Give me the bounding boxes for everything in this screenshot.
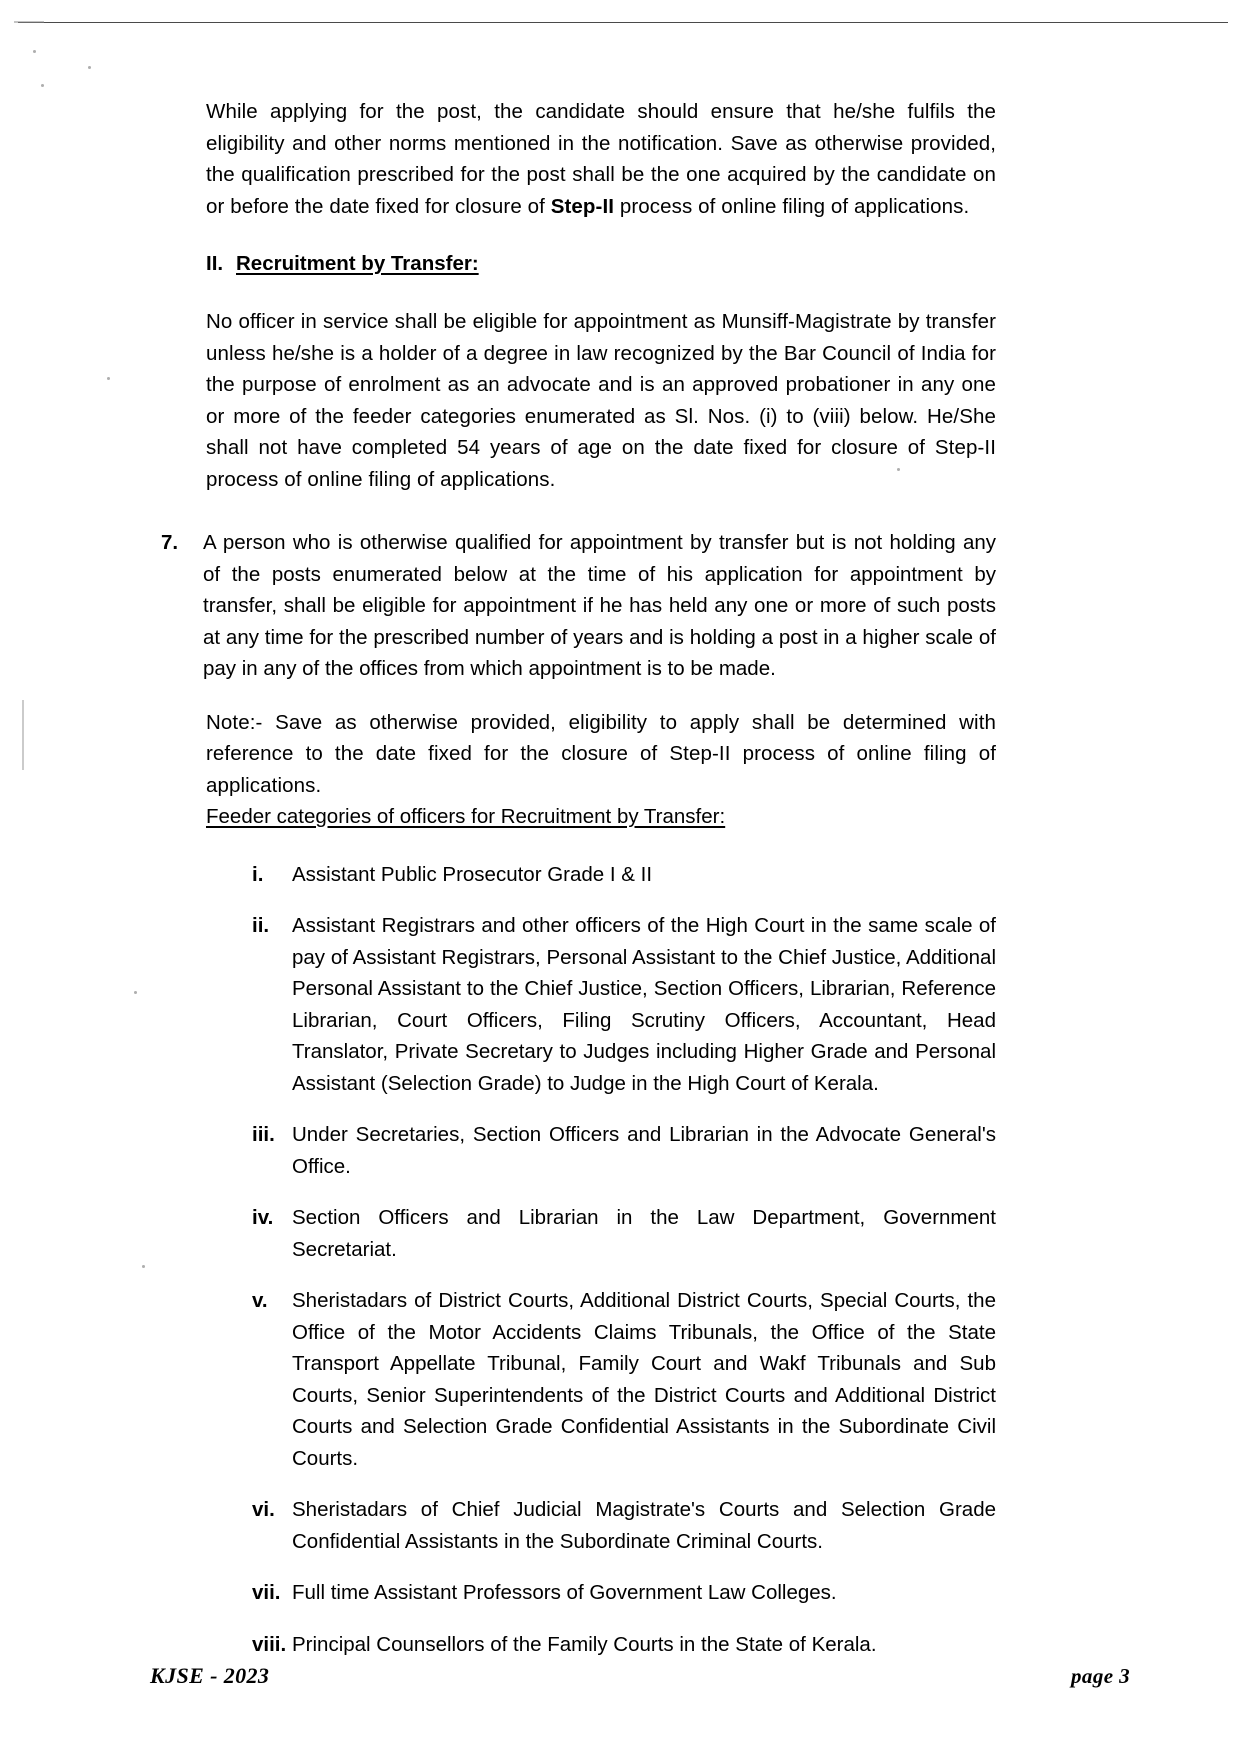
step-ii-emphasis: Step-II <box>550 194 615 218</box>
scan-artifact-line-left <box>14 21 44 23</box>
clause-7-text: A person who is otherwise qualified for appointment by transfer but is not holding any of the posts enumerated below at the time of his application for appointment by transfer, shall be eligible for appointment if he has held any one or more of such posts at any time for the prescribed number of years and is holding a post in a higher scale of pay in any of the offices from which appointment is to be made. <box>203 531 996 680</box>
list-item <box>252 910 996 1099</box>
page-footer <box>150 1663 1130 1689</box>
list-item-marker: ii. <box>252 914 270 937</box>
list-item-text: Principal Counsellors of the Family Courts in the State of Kerala. <box>292 1632 877 1656</box>
list-item <box>252 1285 996 1474</box>
list-item-text: Sheristadars of Chief Judicial Magistrate's Courts and Selection Grade Confidential Assistants in the Subordinate Criminal Courts. <box>292 1498 996 1553</box>
intro-paragraph-part1: While applying for the post, the candidate should ensure that he/she fulfils the eligibility and other norms mentioned in the notification. Save as otherwise provided, the qualification prescribed for the post shall be the one acquired by the candidate on or before the date fixed for closure of <box>206 100 996 218</box>
list-item <box>252 1577 996 1609</box>
clause-7 <box>161 527 996 685</box>
scan-artifact-line <box>18 22 1228 23</box>
footer-document-code: KJSE - 2023 <box>150 1663 270 1688</box>
list-item-marker: vii. <box>252 1581 281 1604</box>
section-title: Recruitment by Transfer: <box>236 252 479 275</box>
scan-speck <box>88 66 91 69</box>
section-number: II. <box>206 252 224 275</box>
note-paragraph: Note:- Save as otherwise provided, eligibility to apply shall be determined with reference to the date fixed for the closure of Step-II process of online filing of applications. <box>206 710 996 797</box>
list-item <box>252 1629 996 1661</box>
list-item-text: Assistant Public Prosecutor Grade I & II <box>292 862 653 886</box>
list-item-text: Full time Assistant Professors of Government Law Colleges. <box>292 1581 837 1604</box>
scan-speck <box>22 700 24 770</box>
list-item-marker: vi. <box>252 1498 275 1521</box>
section-heading-recruitment-by-transfer <box>206 252 996 276</box>
list-item <box>252 1494 996 1557</box>
list-item <box>252 1119 996 1182</box>
intro-paragraph-part2: process of online filing of applications. <box>614 194 970 218</box>
list-item-text: Section Officers and Librarian in the Law Department, Government Secretariat. <box>292 1206 996 1261</box>
scan-speck <box>33 50 36 53</box>
list-item-marker: iii. <box>252 1123 275 1146</box>
feeder-categories-list <box>206 859 996 1661</box>
list-item-marker: i. <box>252 862 264 886</box>
list-item-marker: v. <box>252 1289 268 1312</box>
intro-paragraph <box>206 96 996 222</box>
scan-speck <box>134 991 137 994</box>
scan-speck <box>41 84 44 87</box>
list-item-marker: viii. <box>252 1632 287 1656</box>
clause-7-number: 7. <box>161 531 179 554</box>
footer-page-number: page 3 <box>1071 1664 1130 1688</box>
list-item <box>252 859 996 891</box>
list-item-text: Sheristadars of District Courts, Additional District Courts, Special Courts, the Office of the Motor Accidents Claims Tribunals, the Office of the State Transport Appellate Tribunal, Family Court and Wakf Tribunals and Sub Courts, Senior Superintendents of the District Courts and Additional District Courts and Selection Grade Confidential Assistants in the Subordinate Civil Courts. <box>292 1289 996 1470</box>
feeder-categories-heading: Feeder categories of officers for Recruitment by Transfer: <box>206 805 726 828</box>
transfer-eligibility-paragraph: No officer in service shall be eligible for appointment as Munsiff-Magistrate by transfer unless he/she is a holder of a degree in law recognized by the Bar Council of India for the purpose of enrolment as an advocate and is an approved probationer in any one or more of the feeder categories enumerated as Sl. Nos. (i) to (viii) below. He/She shall not have completed 54 years of age on the date fixed for closure of Step-II process of online filing of applications. <box>206 310 996 491</box>
list-item-marker: iv. <box>252 1206 274 1229</box>
list-item <box>252 1202 996 1265</box>
scan-speck <box>107 377 110 380</box>
feeder-heading-wrap <box>206 801 996 859</box>
list-item-text: Under Secretaries, Section Officers and Librarian in the Advocate General's Office. <box>292 1123 996 1178</box>
scan-speck <box>142 1265 145 1268</box>
list-item-text: Assistant Registrars and other officers of the High Court in the same scale of pay of Assistant Registrars, Personal Assistant to the Chief Justice, Additional Personal Assistant to the Chief Justice, Section Officers, Librarian, Reference Librarian, Court Officers, Filing Scrutiny Officers, Accountant, Head Translator, Private Secretary to Judges including Higher Grade and Personal Assistant (Selection Grade) to Judge in the High Court of Kerala. <box>292 914 996 1095</box>
